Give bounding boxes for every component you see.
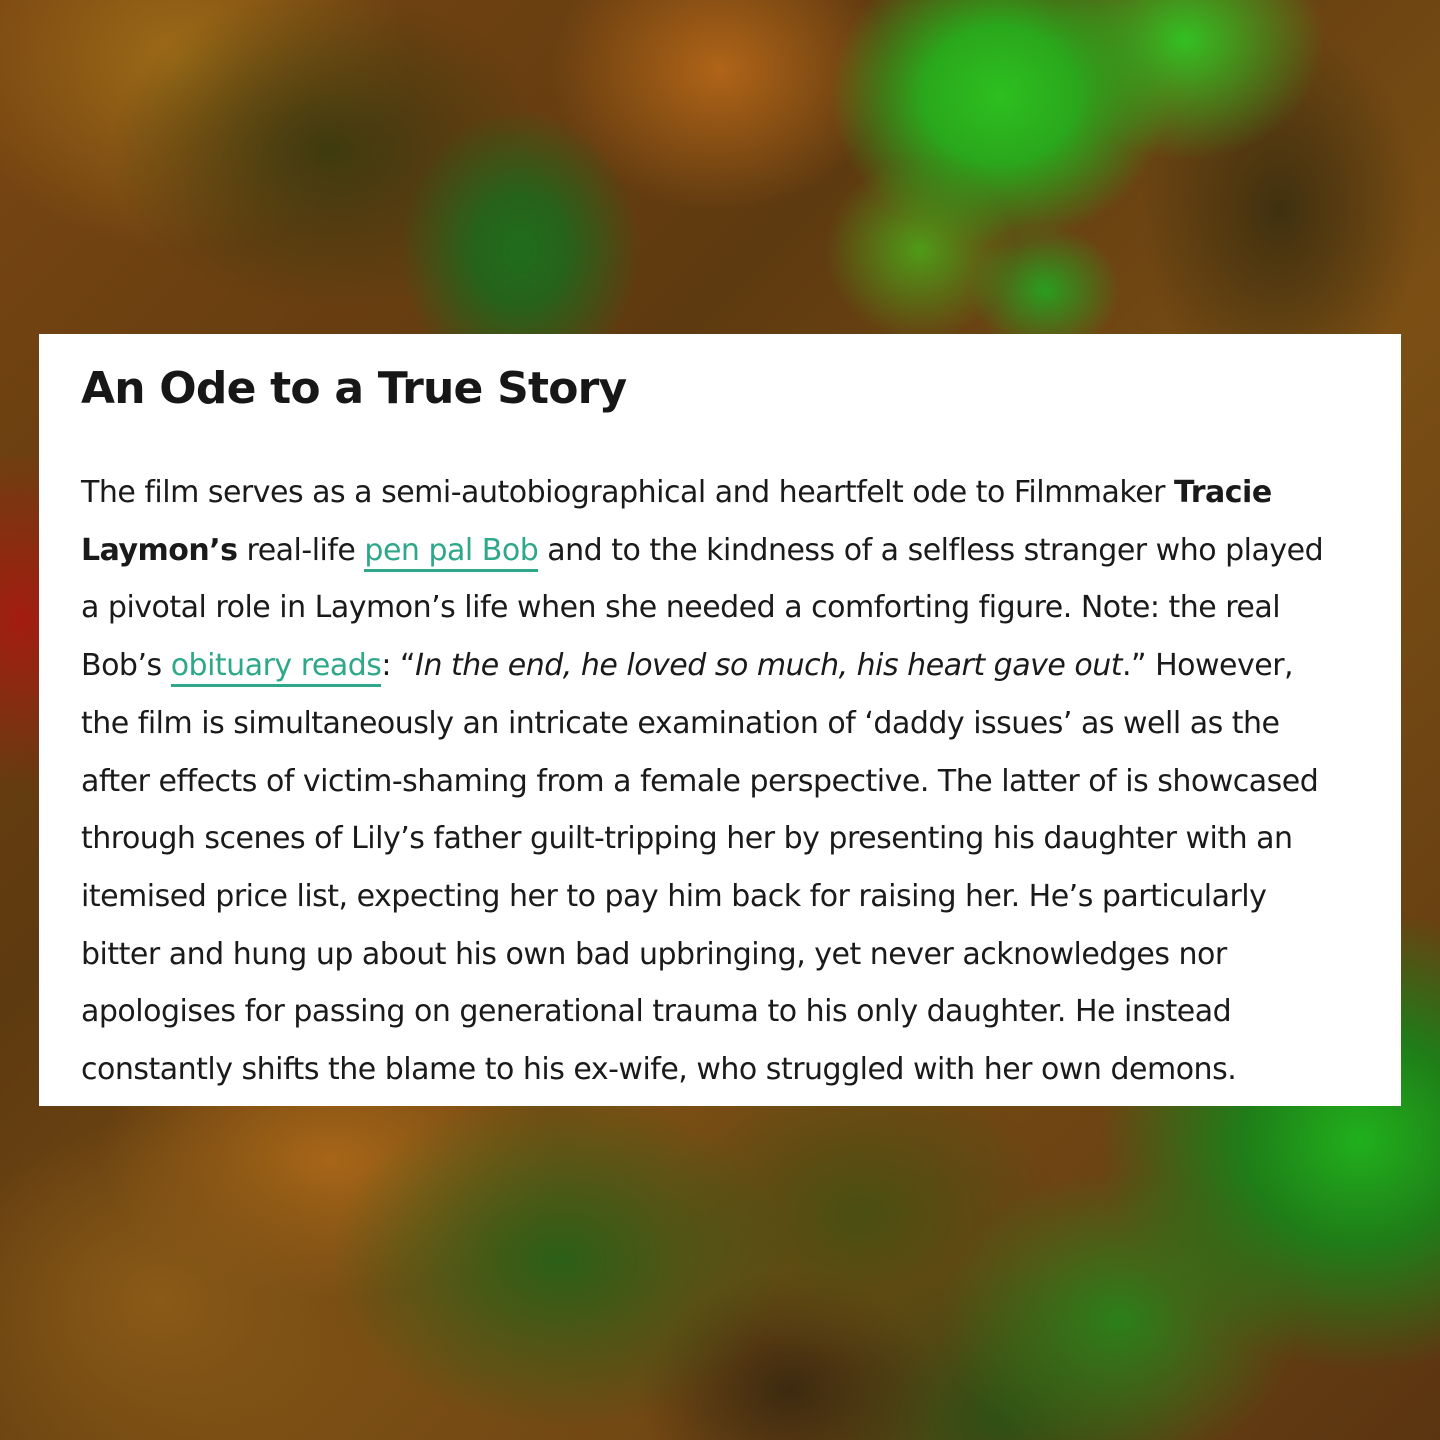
obituary-quote: In the end, he loved so much, his heart gave out — [415, 648, 1122, 684]
paragraph-text: apologises for passing on generational trauma to his only daughter. He instead — [81, 994, 1232, 1030]
paragraph-text: The film serves as a semi-autobiographical and heartfelt ode to Filmmaker — [81, 475, 1175, 510]
paragraph-text: .” However, — [1121, 648, 1294, 684]
paragraph-text: through scenes of Lily’s father guilt-tripping her by presenting his daughter with an — [81, 821, 1293, 857]
paragraph-text: itemised price list, expecting her to pay him back for raising her. He’s particularly — [81, 878, 1267, 914]
paragraph-text: and to the kindness of a selfless stranger who played — [538, 532, 1324, 568]
paragraph-text: a pivotal role in Laymon’s life when she needed a comforting figure. Note: the real — [81, 590, 1281, 626]
filmmaker-name-possessive: Laymon’s — [81, 532, 238, 568]
paragraph-text: Bob’s — [81, 648, 171, 684]
paragraph-text: bitter and hung up about his own bad upbringing, yet never acknowledges nor — [81, 936, 1227, 972]
paragraph-text: the film is simultaneously an intricate examination of ‘daddy issues’ as well as the — [81, 705, 1280, 741]
article-paragraph — [81, 464, 1359, 1099]
obituary-reads-link[interactable]: obituary reads — [171, 648, 382, 687]
paragraph-text: constantly shifts the blame to his ex-wife, who struggled with her own demons. — [81, 1052, 1237, 1088]
filmmaker-name: Tracie — [1174, 475, 1272, 510]
paragraph-text: real-life — [237, 532, 365, 568]
paragraph-text: after effects of victim-shaming from a female perspective. The latter of is showcased — [81, 763, 1319, 799]
pen-pal-bob-link[interactable]: pen pal Bob — [364, 533, 538, 572]
article-title: An Ode to a True Story — [81, 363, 627, 414]
article-card — [39, 334, 1401, 1106]
paragraph-text: : “ — [381, 648, 416, 684]
